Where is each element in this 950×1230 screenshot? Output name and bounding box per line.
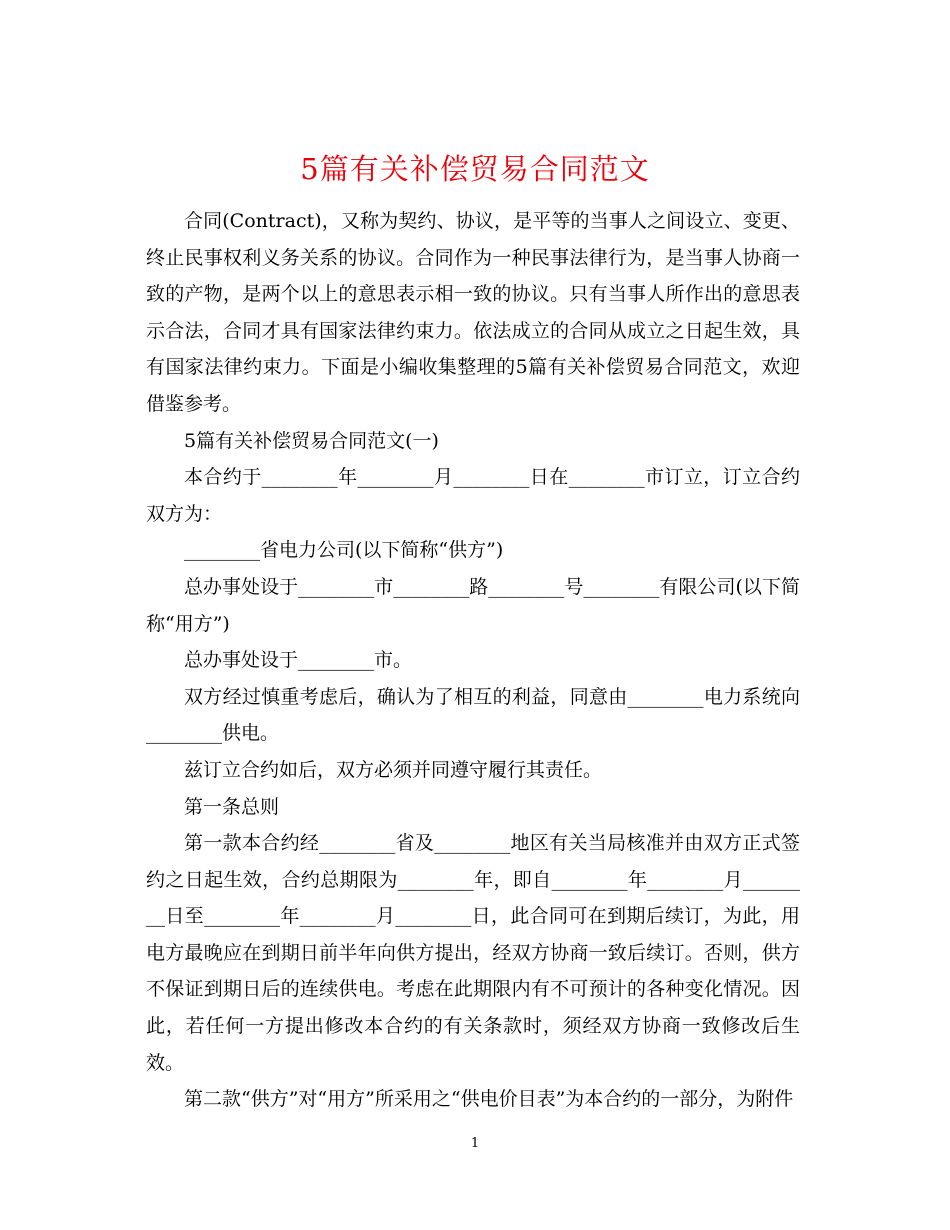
paragraph-article-heading: 第一条总则 [184,795,280,818]
paragraph-user-office: 总办事处设于________市________路________号________有限公司(以下简称“用方”) [146,575,800,635]
paragraph-clause-two: 第二款“供方”对“用方”所采用之“供电价目表”为本合约的一部分，为附件 [184,1088,794,1111]
document-body [146,203,800,1118]
paragraph-office-city: 总办事处设于________市。 [184,649,413,672]
paragraph-agreement: 双方经过慎重考虑后，确认为了相互的利益，同意由________电力系统向________供电。 [146,685,800,745]
page-number: 1 [470,1136,480,1151]
paragraph-obligation: 兹订立合约如后，双方必须并同遵守履行其责任。 [184,758,603,781]
paragraph-contract-date: 本合约于________年________月________日在________市订立，订立合约双方为： [146,466,800,525]
document-title: 5篇有关补偿贸易合同范文 [300,152,650,187]
paragraph-supplier: ________省电力公司(以下简称“供方”) [184,539,504,562]
paragraph-clause-one: 第一款本合约经________省及________地区有关当局核准并由双方正式签约之日起生效，合约总期限为________年，即自________年________月________日至________年________月________日，此合同可在到期后续订，为此，用电方最晚应在到期日前半年向供方提出，经双方协商一致后续订。否则，供方不保证到期日后的连续供电。考虑在此期限内有不可预计的各种变化情况。因此，若任何一方提出修改本合约的有关条款时，须经双方协商一致修改后生效。 [146,832,800,1074]
paragraph-intro: 合同(Contract)，又称为契约、协议，是平等的当事人之间设立、变更、终止民事权利义务关系的协议。合同作为一种民事法律行为，是当事人协商一致的产物，是两个以上的意思表示相一致的协议。只有当事人所作出的意思表示合法，合同才具有国家法律约束力。依法成立的合同从成立之日起生效，具有国家法律约束力。下面是小编收集整理的5篇有关补偿贸易合同范文，欢迎借鉴参考。 [146,210,800,415]
paragraph-section-heading: 5篇有关补偿贸易合同范文(一) [184,429,439,452]
